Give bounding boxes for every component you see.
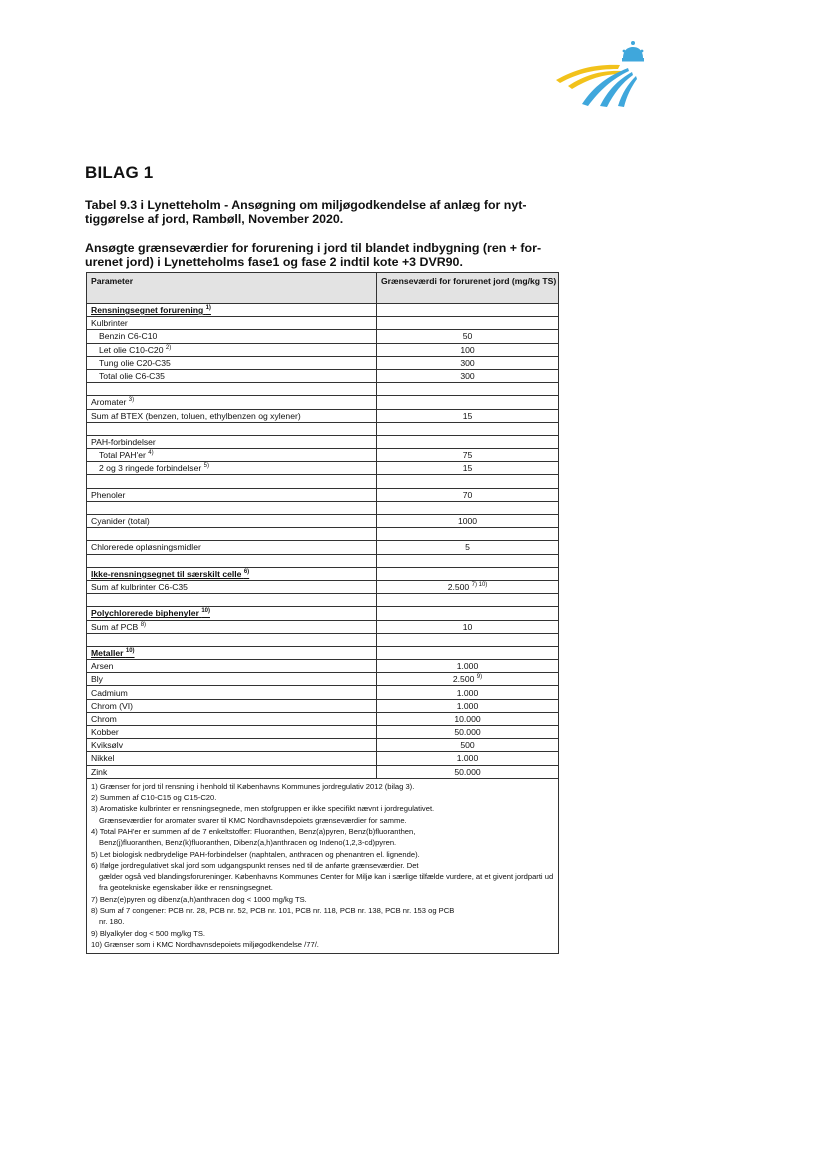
footnote-ref: 7) 10) [471,582,488,589]
limit-value-cell: 10 [377,620,559,633]
parameter-cell [87,330,377,343]
table-row [87,343,559,356]
table-row [87,369,559,382]
parameter-cell [87,607,377,620]
parameter-cell [87,633,377,646]
parameter-label: Total PAH'er [99,450,146,461]
parameter-cell [87,673,377,686]
parameter-label: Phenoler [91,489,126,500]
parameter-cell [87,646,377,659]
parameter-cell [87,739,377,752]
table-header-row [87,273,559,304]
limit-value-cell [377,646,559,659]
parameter-label: Metaller [91,647,124,658]
table-row [87,422,559,435]
footnote [91,792,554,803]
table-row [87,396,559,409]
table-row [87,673,559,686]
limit-value-cell: 1.000 [377,699,559,712]
table-row [87,435,559,448]
limit-value-cell [377,607,559,620]
parameter-label: Sum af PCB [91,621,139,632]
footnote-ref: 6) [243,568,250,575]
footnote-text: 5) Let biologisk nedbrydelige PAH-forbindelser (naphtalen, anthracen og phenantren el. lignende). [91,849,420,859]
parameter-cell [87,383,377,396]
parameter-cell [87,501,377,514]
parameter-cell [87,409,377,422]
parameter-cell [87,594,377,607]
parameter-cell [87,488,377,501]
parameter-label: Chrom [91,713,117,724]
limit-value-cell [377,554,559,567]
parameter-cell [87,620,377,633]
parameter-label: Bly [91,674,103,685]
limit-value-cell: 70 [377,488,559,501]
limit-value-cell [377,475,559,488]
table-row [87,356,559,369]
parameter-cell [87,528,377,541]
footnote-ref: 10) [201,608,210,615]
footnote-text: 2) Summen af C10-C15 og C15-C20. [91,793,217,803]
parameter-cell [87,686,377,699]
parameter-label: Aromater [91,397,127,408]
bridge-crown-logo-icon [552,38,652,108]
appendix-title: BILAG 1 [85,163,154,182]
table-row [87,699,559,712]
footnote-continuation: Grænseværdier for aromater svarer til KMC Nordhavnsdepoiets grænseværdier for samme. [99,815,407,825]
parameter-cell [87,317,377,330]
table-row [87,330,559,343]
limit-value-cell: 75 [377,449,559,462]
parameter-cell [87,449,377,462]
table-row [87,383,559,396]
table-row [87,765,559,778]
table-row [87,739,559,752]
footnote-text: 3) Aromatiske kulbrinter er rensningsegnede, men stofgruppen er ikke specifikt nævnt i jordregulativet. [91,804,435,814]
table-row [87,515,559,528]
table-row [87,752,559,765]
parameter-label: Benzin C6-C10 [99,331,158,342]
footnote [91,928,554,939]
parameter-cell [87,541,377,554]
table-row [87,541,559,554]
parameter-label: Rensningsegnet forurening [91,305,204,316]
footnote-ref: 10) [125,648,135,655]
limit-value-cell: 15 [377,409,559,422]
footnote [91,860,554,894]
footnote-text: 9) Blyalkyler dog < 500 mg/kg TS. [91,928,206,938]
limit-value-cell: 15 [377,462,559,475]
parameter-label: Polychlorerede biphenyler [91,608,199,619]
footnote [91,781,554,792]
parameter-cell [87,356,377,369]
parameter-label: Tung olie C20-C35 [99,357,171,368]
parameter-cell [87,343,377,356]
footnote [91,826,554,849]
table-row [87,304,559,317]
parameter-cell [87,304,377,317]
parameter-label: Total olie C6-C35 [99,371,165,382]
parameter-label: Kobber [91,727,119,738]
footnote-ref: 2) [165,344,172,351]
parameter-cell [87,396,377,409]
table-row [87,475,559,488]
limit-value-cell: 50.000 [377,765,559,778]
limit-value-cell [377,304,559,317]
footnotes-cell [87,778,559,953]
footnote-ref: 5) [203,463,209,470]
parameter-label: Chlorerede opløsningsmidler [91,542,201,553]
limit-value-cell: 100 [377,343,559,356]
footnote [91,905,554,928]
table-row [87,488,559,501]
limit-value-cell [377,317,559,330]
footnote-ref: 4) [148,450,154,457]
limit-value-cell [377,528,559,541]
table-row [87,726,559,739]
table-row [87,646,559,659]
limit-value-cell: 50 [377,330,559,343]
parameter-label: Chrom (VI) [91,700,134,711]
parameter-label: 2 og 3 ringede forbindelser [99,463,202,474]
parameter-label: Arsen [91,661,114,672]
footnote [91,849,554,860]
column-header-limit: Grænseværdi for forurenet jord (mg/kg TS) [377,273,559,304]
limit-value-cell: 50.000 [377,726,559,739]
parameter-cell [87,475,377,488]
footnotes-row [87,778,559,953]
limit-value-cell: 5 [377,541,559,554]
parameter-cell [87,554,377,567]
limit-value-cell: 1000 [377,515,559,528]
table-row [87,620,559,633]
table-row [87,712,559,725]
parameter-label: Zink [91,766,108,777]
footnote-text: 7) Benz(e)pyren og dibenz(a,h)anthracen dog < 1000 mg/kg TS. [91,894,307,904]
limit-value-cell [377,633,559,646]
parameter-cell [87,435,377,448]
parameter-label: PAH-forbindelser [91,436,156,447]
table-row [87,462,559,475]
limit-value-cell [377,567,559,580]
parameter-cell [87,752,377,765]
limit-value-cell [377,501,559,514]
footnote [91,803,554,826]
parameter-cell [87,422,377,435]
footnote-continuation: nr. 180. [99,917,125,927]
footnote-ref: 9) [476,674,483,681]
parameter-cell [87,462,377,475]
limit-value-cell: 2.500 $^{7) 10)}$ [377,580,559,593]
parameter-label: Let olie C10-C20 [99,344,164,355]
footnote-text: 8) Sum af 7 congener: PCB nr. 28, PCB nr. 52, PCB nr. 101, PCB nr. 118, PCB nr. 138, PCB nr. 153 og PCB [91,906,455,916]
table-row [87,580,559,593]
footnote-text: 10) Grænser som i KMC Nordhavnsdepoiets miljøgodkendelse /77/. [91,939,319,949]
footnote-continuation: Benz(j)fluoranthen, Benz(k)fluoranthen, Dibenz(a,h)anthracen og Indeno(1,2,3-cd)pyren. [99,838,397,848]
parameter-cell [87,726,377,739]
parameter-cell [87,712,377,725]
parameter-label: Sum af BTEX (benzen, toluen, ethylbenzen og xylener) [91,410,301,421]
parameter-label: Cyanider (total) [91,516,150,527]
table-row [87,528,559,541]
table-row [87,554,559,567]
limit-value-cell: 300 [377,369,559,382]
table-row [87,317,559,330]
parameter-label: Nikkel [91,753,115,764]
table-row [87,607,559,620]
limit-value-cell [377,435,559,448]
parameter-cell [87,567,377,580]
footnote-ref: 1) [205,305,211,312]
table-row [87,409,559,422]
table-row [87,660,559,673]
parameter-label: Ikke-rensningsegnet til særskilt celle [91,568,242,579]
footnote-text: 4) Total PAH'er er summen af de 7 enkeltstoffer: Fluoranthen, Benz(a)pyren, Benz(b)fluoranthen, [91,826,416,836]
limit-value-cell [377,594,559,607]
parameter-cell [87,580,377,593]
table-caption: Tabel 9.3 i Lynetteholm - Ansøgning om miljøgodkendelse af anlæg for nyt-tiggørelse af jord, Rambøll, November 2020. [85,198,527,226]
limit-value-cell: 10.000 [377,712,559,725]
table-row [87,594,559,607]
parameter-label: Cadmium [91,687,128,698]
limit-value-cell: 500 [377,739,559,752]
parameter-cell [87,369,377,382]
parameter-cell [87,660,377,673]
parameter-cell [87,515,377,528]
table-row [87,633,559,646]
parameter-label: Kulbrinter [91,318,128,329]
table-row [87,501,559,514]
limit-value-cell: 1.000 [377,752,559,765]
limit-value-cell [377,396,559,409]
footnote-ref: 3) [128,397,135,404]
limit-value-cell [377,383,559,396]
parameter-cell [87,765,377,778]
footnote [91,939,554,950]
table-row [87,567,559,580]
column-header-parameter: Parameter [87,273,377,304]
table-row [87,449,559,462]
footnote-text: 1) Grænser for jord til rensning i henhold til Københavns Kommunes jordregulativ 2012 (bilag 3). [91,781,415,791]
limit-value-cell: 2.500 $^{9)}$ [377,673,559,686]
footnote [91,894,554,905]
footnote-continuation: gælder også ved blandingsforureninger. Københavns Kommunes Center for Miljø kan i særlige tilfælde vurdere, at et givent jordparti ud fra geotekniske egenskaber ikke er rensningsegnet. [99,872,554,893]
footnote-text: 6) Ifølge jordregulativet skal jord som udgangspunkt renses ned til de anførte grænseværdier. Det [91,860,419,870]
limit-value-cell: 300 [377,356,559,369]
footnote-ref: 8) [140,621,147,628]
parameter-label: Sum af kulbrinter C6-C35 [91,582,188,593]
table-row [87,686,559,699]
parameter-cell [87,699,377,712]
limit-value-cell: 1.000 [377,686,559,699]
table-subtitle: Ansøgte grænseværdier for forurening i jord til blandet indbygning (ren + for-urenet jord) i Lynetteholms fase1 og fase 2 indtil kote +3 DVR90. [85,241,542,269]
limit-value-cell: 1.000 [377,660,559,673]
limit-values-table [86,272,559,954]
limit-value-cell [377,422,559,435]
parameter-label: Kviksølv [91,740,123,751]
